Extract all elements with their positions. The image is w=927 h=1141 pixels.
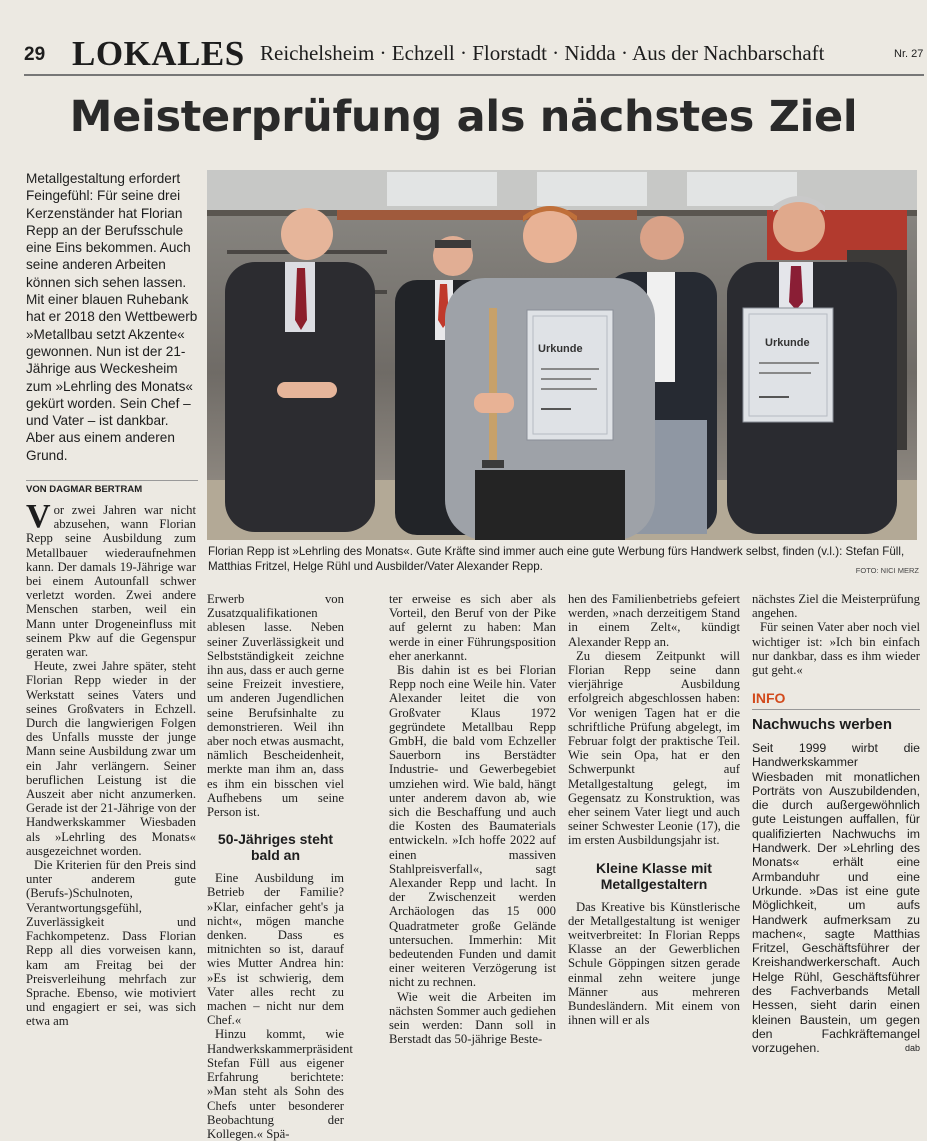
byline: VON DAGMAR BERTRAM bbox=[26, 480, 198, 495]
certificate-right-title: Urkunde bbox=[765, 337, 810, 349]
info-label: INFO bbox=[752, 690, 786, 706]
paragraph: ter erweise es sich aber als Vorteil, den Beruf von der Pike auf gelernt zu haben: Man werde in einer Führungsposition eher anerkannt. bbox=[389, 592, 556, 663]
info-rule bbox=[752, 709, 920, 710]
certificate-left-title: Urkunde bbox=[538, 343, 583, 355]
article-column-2 bbox=[207, 592, 353, 1141]
paragraph: Das Kreative bis Künstlerische der Metallgestaltung ist weniger weitverbreitet: In Florian Repps Klasse an der Gewerblichen Schule Göppingen sitzen gerade einmal zehn weitere junge Männer aus mehreren Bundesländern. Mit einem von ihnen will er als bbox=[568, 899, 740, 1028]
drop-cap: V bbox=[26, 498, 51, 535]
info-title: Nachwuchs werben bbox=[752, 716, 893, 733]
paragraph: Bis dahin ist es bei Florian Repp noch eine Weile hin. Vater Alexander leitet die von Großvater Klaus 1972 gegründete Metallbau Repp GmbH, die bald vom Echzeller Sauerborn ins Berstädter Industrie- und Gewerbegebiet umziehen wird. Wie bald, hängt unter anderem davon ab, wie sich die Beschaffung und auch die Kosten des Baumaterials entwickeln. »Ich hoffe 2022 auf einen massiven Stahlpreisverfall«, sagt Alexander Repp und lacht. In der Zwischenzeit werden Archäologen das 15 000 Quadratmeter große Gelände untersuchen. Immerhin: Mit bedeutenden Funden und damit einer weiteren Verzögerung ist nicht zu rechnen. bbox=[389, 663, 556, 990]
paragraph: hen des Familienbetriebs gefeiert werden, »nach derzeitigem Stand in einem Zelt«, kündigt Alexander Repp an. bbox=[568, 592, 740, 649]
paragraph-text: or zwei Jahren war nicht abzusehen, wann Florian Repp seine Ausbildung zum Metallbauer wiederaufnehmen kann. Der damals 19-Jährige war bei einem Autounfall schwer verletzt worden. Zwei andere Menschen starben, weil ein Mann unter Drogeneinfluss mit seinem Pkw auf die Gegenspur geraten war. bbox=[26, 503, 196, 660]
paragraph: Zu diesem Zeitpunkt will Florian Repp seine dann vierjährige Ausbildung erfolgreich abgeschlossen haben: Vor wenigen Tagen hat er die schriftliche Prüfung abgelegt, im Februar folgt der praktische Teil. Wie sein Opa, hat er den Schwerpunkt auf Metallgestaltung gelegt, im Gegensatz zu Konstruktion, was eher seinem Vater liegt und auch seiner Schwester Leonie (17), die im ersten Ausbildungsjahr ist. bbox=[568, 648, 740, 848]
article-column-5 bbox=[752, 592, 920, 677]
paragraph: Die Kriterien für den Preis sind unter anderem gute (Berufs-)Schulnoten, Verantwortungsgefühl, Zuverlässigkeit und Fachkompetenz. Dass Florian Repp all dies vorweisen kann, kam am Freitag bei der Preisverleihung mehrfach zur Sprache. Ebenso, wie motiviert und engagiert er sei, was sich etwa am bbox=[26, 858, 196, 1029]
headline: Meisterprüfung als nächstes Ziel bbox=[69, 92, 858, 142]
subheading: 50-Jähriges steht bald an bbox=[217, 831, 334, 864]
author-sign: dab bbox=[904, 1043, 920, 1054]
page-header bbox=[24, 36, 924, 72]
page-number: 29 bbox=[24, 44, 46, 65]
info-box bbox=[752, 741, 920, 1056]
lead-text: Metallgestaltung erfordert Feingefühl: Für seine drei Kerzenständer hat Florian Repp an der Berufsschule eine Eins bekommen. Auch seine anderen Arbeiten können sich sehen lassen. Mit einer blauen Ruhebank hat er 2018 den Wettbewerb »Metallbau setzt Akzente« gewonnen. Nun ist der 21-Jährige aus Weckesheim zum »Lehrling des Monats« gekürt worden. Sein Chef – und Vater – ist dankbar. Aber aus einem anderen Grund. bbox=[26, 171, 198, 463]
section-places: Reichelsheim · Echzell · Florstadt · Nidda · Aus der Nachbarschaft bbox=[260, 41, 825, 65]
header-rule bbox=[24, 74, 924, 76]
subheading: Kleine Klasse mit Metallgestaltern bbox=[596, 859, 712, 892]
paragraph: Wie weit die Arbeiten im nächsten Sommer auch gediehen sein werden: Dann soll in Berstadt das 50-jährige Beste- bbox=[389, 989, 556, 1047]
article-column-1 bbox=[26, 498, 196, 1029]
section-title: LOKALES bbox=[72, 34, 245, 73]
article-column-3 bbox=[389, 592, 556, 1047]
photo-caption: Florian Repp ist »Lehrling des Monats«. Gute Kräfte sind immer auch eine gute Werbung fürs Handwerk selbst, finden (v.l.): Stefan Füll, Matthias Fritzel, Helge Rühl und Ausbilder/Vater Alexander Repp. bbox=[208, 545, 905, 573]
photo-credit: FOTO: NICI MERZ bbox=[855, 566, 919, 575]
issue-number: Nr. 27 bbox=[894, 48, 924, 60]
paragraph: Für seinen Vater aber noch viel wichtiger ist: »Ich bin einfach nur dankbar, dass es ihm wieder gut geht.« bbox=[752, 620, 920, 678]
certificate-left bbox=[527, 310, 613, 440]
paragraph: Erwerb von Zusatzqualifikationen ablesen lasse. Neben seiner Zuverlässigkeit und Selbstständigkeit zeichne ihn aus, dass er auch gerne seine Freizeit investiere, um anderen Jugendlichen seine Berufsinhalte zu demonstrieren. Weil ihn aber noch etwas ausmacht, nämlich Bescheidenheit, merkte man ihm an, dass es ihm ein bisschen viel Aufhebens um seine Person ist. bbox=[207, 592, 344, 820]
paragraph: Heute, zwei Jahre später, steht Florian Repp wieder in der Werkstatt seines Vaters und seines Großvaters in Echzell. Durch die langwierigen Folgen des Unfalls musste der junge Mann seine Ausbildung zwar um ein Jahr verlängern. Seiner beruflichen Leistung ist die Auszeit aber nicht anzumerken. Gerade ist der 21-Jährige von der Handwerkskammer Wiesbaden als »Lehrling des Monats« ausgezeichnet worden. bbox=[26, 659, 196, 858]
info-text: Seit 1999 wirbt die Handwerkskammer Wiesbaden mit monatlichen Porträts von Auszubildenden, die durch außergewöhnlich gute Leistungen auffallen, für qualifizierten Nachwuchs im Handwerk. Der »Lehrling des Monats« erhält eine Armbanduhr und eine Urkunde. »Das ist eine gute Möglichkeit, um aufs Handwerk aufmerksam zu machen«, sagte Matthias Fritzel, Geschäftsführer der Kreishandwerkerschaft. Auch Helge Rühl, Geschäftsführer des Fachverbands Metall Hessen, sieht darin einen kleinen Baustein, um gegen den Fachkräftemangel vorzugehen. bbox=[752, 741, 920, 1056]
paragraph bbox=[26, 498, 196, 660]
article-photo bbox=[207, 170, 917, 540]
certificate-right bbox=[743, 308, 833, 422]
paragraph: Hinzu kommt, wie Handwerkskammerpräsident Stefan Füll aus eigener Erfahrung berichtete: »Man steht als Sohn des Chefs unter besonderer Beobachtung der Kollegen.« Spä- bbox=[207, 1027, 353, 1141]
workshop-photo-illustration bbox=[207, 170, 917, 540]
paragraph: Eine Ausbildung im Betrieb der Familie? »Klar, einfacher geht's ja nicht«, mögen manche denken. Dass es mitnichten so ist, darauf wies Mutter Andrea hin: »Es ist schwierig, dem Vater alles recht zu machen – nicht nur dem Chef.« bbox=[207, 871, 344, 1028]
article-column-4 bbox=[568, 592, 740, 1027]
paragraph: nächstes Ziel die Meisterprüfung angehen. bbox=[752, 592, 920, 621]
